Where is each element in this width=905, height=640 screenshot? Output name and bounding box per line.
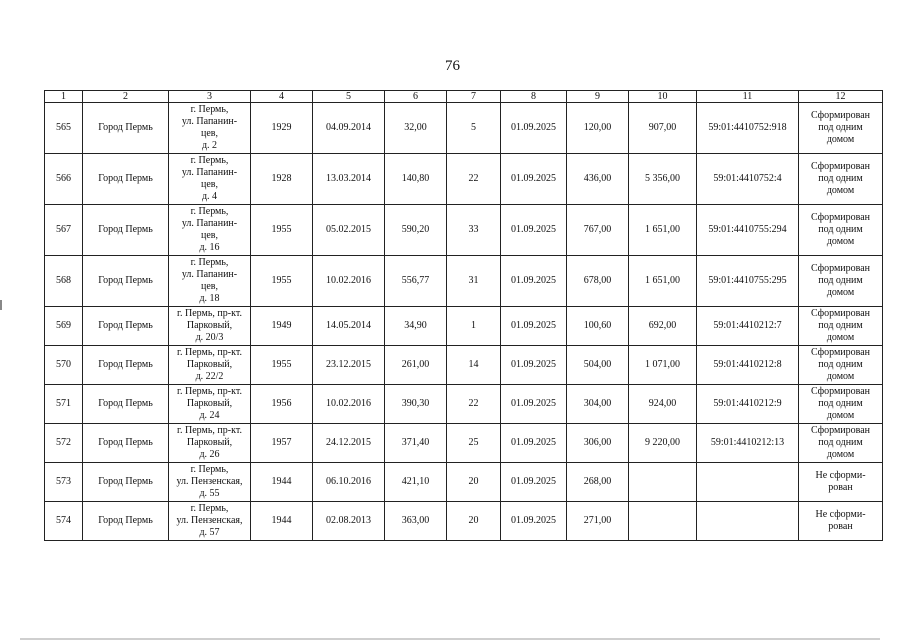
area-cell: 261,00 [385, 346, 447, 385]
date-cell: 06.10.2016 [313, 463, 385, 502]
amount-cell: 120,00 [567, 103, 629, 154]
registry-table [44, 90, 883, 541]
municipality-cell: Город Пермь [83, 463, 169, 502]
cadastral-number-cell [697, 463, 799, 502]
area-cell: 421,10 [385, 463, 447, 502]
land-area-cell: 907,00 [629, 103, 697, 154]
area-cell: 140,80 [385, 154, 447, 205]
area-cell: 34,90 [385, 307, 447, 346]
municipality-cell: Город Пермь [83, 346, 169, 385]
column-header: 5 [313, 91, 385, 103]
date-cell: 23.12.2015 [313, 346, 385, 385]
land-area-cell: 9 220,00 [629, 424, 697, 463]
cadastral-number-cell: 59:01:4410212:9 [697, 385, 799, 424]
amount-cell: 100,60 [567, 307, 629, 346]
area-cell: 32,00 [385, 103, 447, 154]
status-cell: Сформирован под одним домом [799, 256, 883, 307]
amount-cell: 306,00 [567, 424, 629, 463]
table-row [45, 154, 883, 205]
amount-cell: 304,00 [567, 385, 629, 424]
status-cell: Сформирован под одним домом [799, 385, 883, 424]
date-cell: 05.02.2015 [313, 205, 385, 256]
deadline-date-cell: 01.09.2025 [501, 307, 567, 346]
column-header: 1 [45, 91, 83, 103]
cadastral-number-cell: 59:01:4410755:295 [697, 256, 799, 307]
count-cell: 25 [447, 424, 501, 463]
date-cell: 04.09.2014 [313, 103, 385, 154]
address-cell: г. Пермь, пр-кт. Парковый, д. 24 [169, 385, 251, 424]
address-cell: г. Пермь, пр-кт. Парковый, д. 26 [169, 424, 251, 463]
deadline-date-cell: 01.09.2025 [501, 385, 567, 424]
count-cell: 33 [447, 205, 501, 256]
municipality-cell: Город Пермь [83, 502, 169, 541]
date-cell: 10.02.2016 [313, 385, 385, 424]
row-number-cell: 567 [45, 205, 83, 256]
status-cell: Не сформи- рован [799, 502, 883, 541]
land-area-cell [629, 502, 697, 541]
deadline-date-cell: 01.09.2025 [501, 463, 567, 502]
table-row [45, 385, 883, 424]
status-cell: Сформирован под одним домом [799, 307, 883, 346]
column-header: 10 [629, 91, 697, 103]
table-row [45, 205, 883, 256]
amount-cell: 436,00 [567, 154, 629, 205]
status-cell: Сформирован под одним домом [799, 205, 883, 256]
status-cell: Сформирован под одним домом [799, 424, 883, 463]
year-built-cell: 1949 [251, 307, 313, 346]
scan-mark [0, 300, 2, 310]
column-header: 4 [251, 91, 313, 103]
count-cell: 22 [447, 154, 501, 205]
row-number-cell: 574 [45, 502, 83, 541]
date-cell: 14.05.2014 [313, 307, 385, 346]
address-cell: г. Пермь, ул. Пензенская, д. 55 [169, 463, 251, 502]
year-built-cell: 1929 [251, 103, 313, 154]
table-body [45, 103, 883, 541]
cadastral-number-cell: 59:01:4410212:13 [697, 424, 799, 463]
address-cell: г. Пермь, ул. Пензенская, д. 57 [169, 502, 251, 541]
row-number-cell: 573 [45, 463, 83, 502]
deadline-date-cell: 01.09.2025 [501, 103, 567, 154]
column-header: 3 [169, 91, 251, 103]
table-row [45, 424, 883, 463]
land-area-cell: 1 651,00 [629, 205, 697, 256]
page-number: 76 [445, 58, 460, 74]
deadline-date-cell: 01.09.2025 [501, 502, 567, 541]
table-row [45, 103, 883, 154]
area-cell: 556,77 [385, 256, 447, 307]
count-cell: 20 [447, 463, 501, 502]
cadastral-number-cell: 59:01:4410212:7 [697, 307, 799, 346]
row-number-cell: 570 [45, 346, 83, 385]
land-area-cell: 692,00 [629, 307, 697, 346]
municipality-cell: Город Пермь [83, 154, 169, 205]
column-header: 2 [83, 91, 169, 103]
row-number-cell: 571 [45, 385, 83, 424]
year-built-cell: 1928 [251, 154, 313, 205]
column-header: 6 [385, 91, 447, 103]
deadline-date-cell: 01.09.2025 [501, 205, 567, 256]
table-row [45, 256, 883, 307]
year-built-cell: 1944 [251, 463, 313, 502]
table-row [45, 346, 883, 385]
column-header: 11 [697, 91, 799, 103]
address-cell: г. Пермь, пр-кт. Парковый, д. 22/2 [169, 346, 251, 385]
land-area-cell: 1 071,00 [629, 346, 697, 385]
date-cell: 02.08.2013 [313, 502, 385, 541]
amount-cell: 767,00 [567, 205, 629, 256]
status-cell: Сформирован под одним домом [799, 103, 883, 154]
table-row [45, 502, 883, 541]
address-cell: г. Пермь, ул. Папанин- цев, д. 16 [169, 205, 251, 256]
address-cell: г. Пермь, пр-кт. Парковый, д. 20/3 [169, 307, 251, 346]
table-row [45, 307, 883, 346]
cadastral-number-cell: 59:01:4410755:294 [697, 205, 799, 256]
year-built-cell: 1957 [251, 424, 313, 463]
date-cell: 10.02.2016 [313, 256, 385, 307]
amount-cell: 268,00 [567, 463, 629, 502]
municipality-cell: Город Пермь [83, 205, 169, 256]
deadline-date-cell: 01.09.2025 [501, 346, 567, 385]
count-cell: 5 [447, 103, 501, 154]
date-cell: 13.03.2014 [313, 154, 385, 205]
row-number-cell: 568 [45, 256, 83, 307]
column-header: 7 [447, 91, 501, 103]
land-area-cell: 1 651,00 [629, 256, 697, 307]
year-built-cell: 1955 [251, 205, 313, 256]
row-number-cell: 572 [45, 424, 83, 463]
deadline-date-cell: 01.09.2025 [501, 256, 567, 307]
date-cell: 24.12.2015 [313, 424, 385, 463]
deadline-date-cell: 01.09.2025 [501, 424, 567, 463]
area-cell: 363,00 [385, 502, 447, 541]
address-cell: г. Пермь, ул. Папанин- цев, д. 4 [169, 154, 251, 205]
column-header: 8 [501, 91, 567, 103]
area-cell: 390,30 [385, 385, 447, 424]
count-cell: 1 [447, 307, 501, 346]
column-header: 12 [799, 91, 883, 103]
year-built-cell: 1956 [251, 385, 313, 424]
municipality-cell: Город Пермь [83, 256, 169, 307]
table-row [45, 463, 883, 502]
amount-cell: 504,00 [567, 346, 629, 385]
count-cell: 14 [447, 346, 501, 385]
column-header: 9 [567, 91, 629, 103]
status-cell: Сформирован под одним домом [799, 346, 883, 385]
cadastral-number-cell: 59:01:4410752:4 [697, 154, 799, 205]
count-cell: 20 [447, 502, 501, 541]
row-number-cell: 565 [45, 103, 83, 154]
address-cell: г. Пермь, ул. Папанин- цев, д. 18 [169, 256, 251, 307]
amount-cell: 678,00 [567, 256, 629, 307]
year-built-cell: 1955 [251, 346, 313, 385]
municipality-cell: Город Пермь [83, 424, 169, 463]
count-cell: 22 [447, 385, 501, 424]
row-number-cell: 569 [45, 307, 83, 346]
cadastral-number-cell: 59:01:4410212:8 [697, 346, 799, 385]
year-built-cell: 1955 [251, 256, 313, 307]
municipality-cell: Город Пермь [83, 307, 169, 346]
address-cell: г. Пермь, ул. Папанин- цев, д. 2 [169, 103, 251, 154]
header-row [45, 91, 883, 103]
land-area-cell: 924,00 [629, 385, 697, 424]
municipality-cell: Город Пермь [83, 385, 169, 424]
status-cell: Не сформи- рован [799, 463, 883, 502]
status-cell: Сформирован под одним домом [799, 154, 883, 205]
cadastral-number-cell: 59:01:4410752:918 [697, 103, 799, 154]
land-area-cell [629, 463, 697, 502]
count-cell: 31 [447, 256, 501, 307]
land-area-cell: 5 356,00 [629, 154, 697, 205]
deadline-date-cell: 01.09.2025 [501, 154, 567, 205]
year-built-cell: 1944 [251, 502, 313, 541]
row-number-cell: 566 [45, 154, 83, 205]
amount-cell: 271,00 [567, 502, 629, 541]
cadastral-number-cell [697, 502, 799, 541]
area-cell: 371,40 [385, 424, 447, 463]
municipality-cell: Город Пермь [83, 103, 169, 154]
area-cell: 590,20 [385, 205, 447, 256]
